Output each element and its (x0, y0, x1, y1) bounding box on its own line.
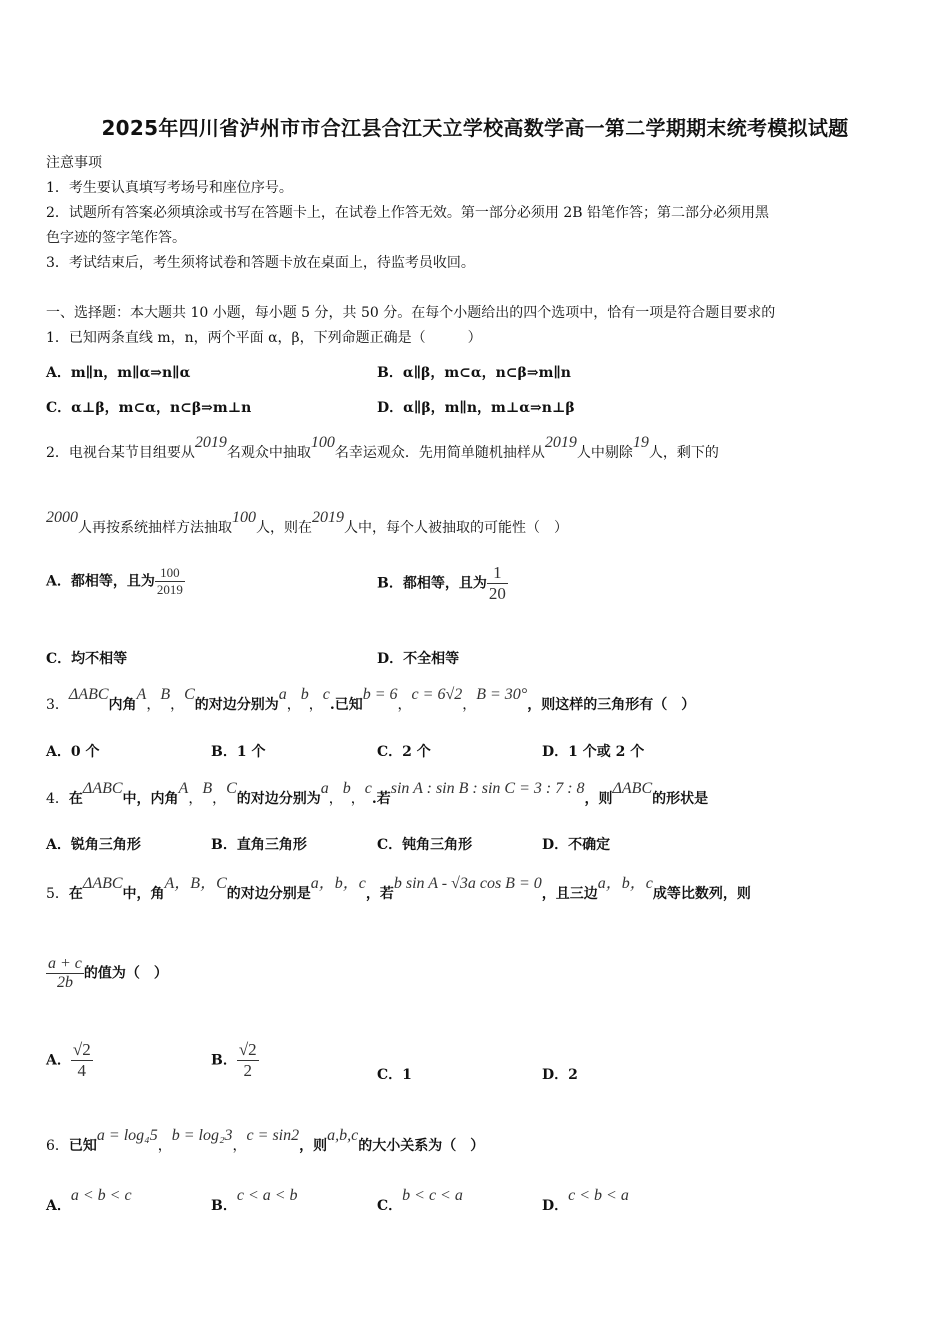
q1-stem: 1．已知两条直线 m，n，两个平面 α，β，下列命题正确是（ ） (46, 330, 482, 346)
q2-math: 2019 (194, 434, 227, 451)
q2-text: 人中，每个人被抽取的可能性（ ） (344, 520, 568, 536)
q6-text: ，则 (299, 1138, 328, 1154)
q1-option-c: C．α⊥β，m⊂α，n⊂β⇒m⊥n (46, 400, 252, 416)
notice-item-2-cont: 色字迹的签字笔作答。 (46, 230, 186, 246)
q6-option-c-math: b < c < a (402, 1187, 463, 1204)
q4-math: B (202, 780, 213, 797)
q5-option-a-fraction (71, 1040, 93, 1081)
q6-text: 已知 (68, 1138, 97, 1154)
q5-option-a (46, 1040, 93, 1081)
notice-heading: 注意事项 (46, 155, 102, 171)
q4-math: a (320, 780, 329, 797)
q2-text: 人，剩下的 (648, 445, 719, 461)
fraction-numerator: √2 (238, 1040, 257, 1059)
q2-math: 100 (310, 434, 335, 451)
q5-option-a-label: A． (46, 1052, 71, 1069)
q5-stem (46, 875, 751, 903)
q3-math: a (278, 686, 287, 703)
q3-number: 3． (46, 697, 69, 713)
q3-text: ， (308, 697, 323, 713)
fraction-numerator: 1 (487, 563, 508, 584)
q6-option-b (211, 1187, 298, 1215)
q3-text: .已知 (329, 697, 363, 713)
fraction-denominator: 2 (243, 1061, 253, 1080)
q2-text: 人再按系统抽样方法抽取 (78, 520, 232, 536)
q6-number: 6． (46, 1138, 69, 1154)
q3-text: 内角 (108, 697, 137, 713)
q6-math: a,b,c (327, 1127, 359, 1144)
q4-text: ， (350, 791, 365, 807)
q6-option-b-math: c < a < b (236, 1187, 298, 1204)
q4-option-d: D．不确定 (542, 837, 611, 853)
q5-text: 的值为（ ） (83, 965, 168, 982)
q3-math: ΔABC (68, 686, 109, 703)
q4-text: .若 (371, 791, 391, 807)
q3-text: ， (146, 697, 161, 713)
q2-text: 电视台某节目组要从 (68, 445, 195, 461)
q3-option-c: C．2 个 (377, 744, 431, 760)
fraction-denominator: 2019 (156, 582, 183, 597)
q6-option-d (542, 1187, 629, 1215)
q2-number: 2． (46, 445, 69, 461)
q5-text: 在 (68, 886, 83, 902)
q3-text: ，则这样的三角形有（ ） (527, 697, 696, 713)
q4-text: 在 (68, 791, 83, 807)
q2-stem-line-2 (46, 509, 568, 537)
q3-option-a: A．0 个 (46, 744, 100, 760)
section-heading: 一、选择题：本大题共 10 小题，每小题 5 分，共 50 分。在每个小题给出的四个选项中，恰有一项是符合题目要求的 (46, 305, 776, 321)
q3-math: c (322, 686, 330, 703)
q3-math: c = 6√2 (411, 686, 463, 703)
q6-math: c = sin2 (246, 1127, 300, 1144)
q3-text: ， (462, 697, 477, 713)
q5-option-b-label: B． (211, 1052, 237, 1069)
fraction-numerator: 100 (155, 565, 185, 582)
q3-text: ， (397, 697, 412, 713)
q3-stem (46, 686, 696, 714)
q4-text: ，则 (584, 791, 613, 807)
q5-fraction (46, 955, 84, 992)
q5-text: ，且三边 (541, 886, 598, 902)
q6-option-d-label: D． (542, 1198, 569, 1214)
q4-math: A (178, 780, 189, 797)
q4-number: 4． (46, 791, 69, 807)
q6-option-d-math: c < b < a (568, 1187, 629, 1204)
q4-option-b: B．直角三角形 (211, 837, 307, 853)
q2-option-b (377, 563, 508, 604)
q2-text: 人，则在 (256, 520, 312, 536)
notice-item-2: 2．试题所有答案必须填涂或书写在答题卡上，在试卷上作答无效。第一部分必须用 2B 铅笔作答；第二部分必须用黑 (46, 205, 769, 221)
q2-option-b-text: B．都相等，且为 (377, 575, 487, 592)
fraction-denominator: 2b (56, 974, 73, 991)
q3-math: C (184, 686, 195, 703)
q5-option-d: D．2 (542, 1067, 578, 1083)
q4-math: C (226, 780, 237, 797)
q6-text: ， (157, 1138, 172, 1154)
q4-text: 的形状是 (652, 791, 709, 807)
q2-text: 名幸运观众．先用简单随机抽样从 (334, 445, 545, 461)
q6-option-a-label: A． (46, 1198, 71, 1214)
q4-math: b (342, 780, 351, 797)
q2-text: 名观众中抽取 (226, 445, 311, 461)
q2-option-d: D．不全相等 (377, 651, 460, 667)
q3-option-b: B．1 个 (211, 744, 266, 760)
q5-text: 成等比数列，则 (652, 886, 751, 902)
q5-math: b sin A - √3a cos B = 0 (393, 875, 542, 892)
q3-math: A (136, 686, 147, 703)
q5-text: 中，角 (122, 886, 165, 902)
q4-option-a: A．锐角三角形 (46, 837, 141, 853)
fraction-denominator: 20 (488, 584, 506, 603)
q2-stem-line-1 (46, 434, 719, 462)
q4-text: ， (188, 791, 203, 807)
q4-math: sin A : sin B : sin C = 3 : 7 : 8 (390, 780, 585, 797)
q5-number: 5． (46, 886, 69, 902)
q5-math: a，b，c (597, 875, 653, 892)
q1-option-d: D．α∥β，m∥n，m⊥α⇒n⊥β (377, 400, 575, 416)
q2-option-b-fraction (487, 563, 508, 604)
q2-math: 2019 (544, 434, 577, 451)
q4-math: ΔABC (612, 780, 653, 797)
q6-stem (46, 1127, 485, 1155)
q6-text: ， (232, 1138, 247, 1154)
fraction-numerator: a + c (48, 955, 82, 972)
q1-option-a: A．m∥n，m∥α⇒n∥α (46, 365, 191, 381)
q2-math: 19 (632, 434, 649, 451)
q5-text: ，若 (365, 886, 394, 902)
q2-option-a-fraction (155, 565, 185, 598)
q2-option-a (46, 565, 185, 598)
q3-math: b = 6 (362, 686, 398, 703)
q4-math: c (364, 780, 372, 797)
q2-math: 2019 (312, 509, 344, 526)
q6-math: a = log₄5 (96, 1127, 158, 1144)
q2-option-a-text: A．都相等，且为 (46, 573, 155, 590)
q2-math: 2000 (46, 509, 78, 526)
q1-option-b: B．α∥β，m⊂α，n⊂β⇒m∥n (377, 365, 571, 381)
q3-math: b (300, 686, 309, 703)
q5-stem-line-2 (46, 955, 168, 992)
q4-text: ， (328, 791, 343, 807)
q2-math: 100 (232, 509, 256, 526)
q3-text: 的对边分别为 (194, 697, 279, 713)
q5-option-b (211, 1040, 259, 1081)
q3-math: B = 30° (476, 686, 528, 703)
q5-option-b-fraction (237, 1040, 259, 1081)
q4-text: 中，内角 (122, 791, 179, 807)
notice-item-3: 3．考试结束后，考生须将试卷和答题卡放在桌面上，待监考员收回。 (46, 255, 475, 271)
q6-text: 的大小关系为（ ） (358, 1138, 485, 1154)
q6-option-a-math: a < b < c (70, 1187, 132, 1204)
q4-text: 的对边分别为 (236, 791, 321, 807)
q3-option-d: D．1 个或 2 个 (542, 744, 645, 760)
q6-option-b-label: B． (211, 1198, 237, 1214)
fraction-denominator: 4 (77, 1061, 87, 1080)
q4-text: ， (212, 791, 227, 807)
q6-option-c-label: C． (377, 1198, 403, 1214)
q5-text: 的对边分别是 (226, 886, 311, 902)
q6-option-a (46, 1187, 132, 1215)
q3-text: ， (286, 697, 301, 713)
q5-math: A，B，C (164, 875, 227, 892)
q5-option-c: C．1 (377, 1067, 412, 1083)
q4-option-c: C．钝角三角形 (377, 837, 473, 853)
q6-math: b = log₂3 (171, 1127, 233, 1144)
q2-option-c: C．均不相等 (46, 651, 128, 667)
q4-math: ΔABC (82, 780, 123, 797)
q3-text: ， (170, 697, 185, 713)
notice-item-1: 1．考生要认真填写考场号和座位序号。 (46, 180, 293, 196)
q3-math: B (160, 686, 171, 703)
q4-stem (46, 780, 709, 808)
fraction-numerator: √2 (72, 1040, 91, 1059)
q6-option-c (377, 1187, 463, 1215)
exam-title: 2025年四川省泸州市市合江县合江天立学校高数学高一第二学期期末统考模拟试题 (101, 116, 849, 140)
q5-math: a，b，c (310, 875, 366, 892)
q2-text: 人中剔除 (576, 445, 633, 461)
q5-math: ΔABC (82, 875, 123, 892)
